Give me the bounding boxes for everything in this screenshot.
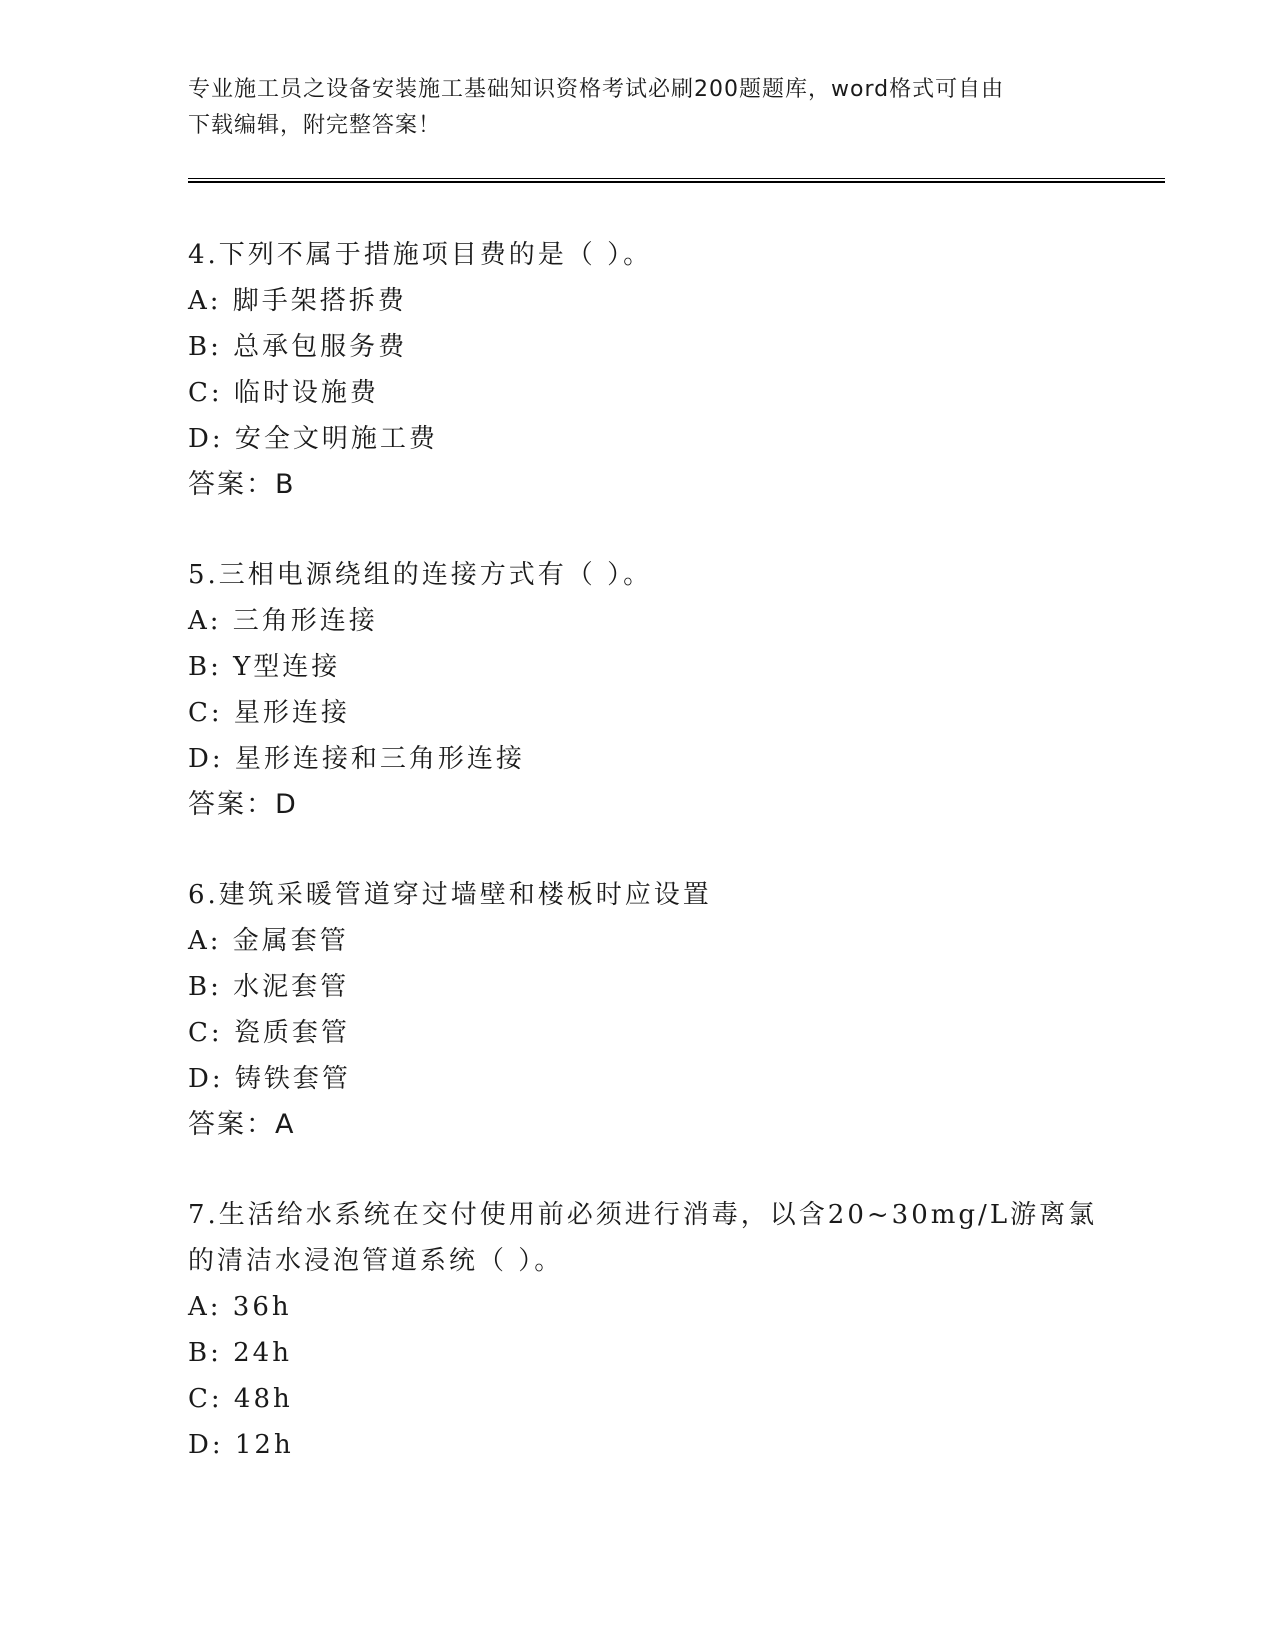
answer: 答案：A [188, 1109, 296, 1140]
option-b: B: 24h [188, 1338, 292, 1368]
question-stem: 4.下列不属于措施项目费的是（ ）。 [188, 240, 653, 270]
option-a: A: 金属套管 [188, 926, 349, 956]
option-d: D: 12h [188, 1430, 294, 1460]
question-stem-line-1: 7.生活给水系统在交付使用前必须进行消毒，以含20~30mg/L游离氯 [188, 1200, 1098, 1230]
question-6 [188, 872, 1088, 1148]
question-7 [188, 1192, 1098, 1468]
header-divider [188, 178, 1165, 183]
option-d: D: 铸铁套管 [188, 1064, 351, 1094]
option-a: A: 脚手架搭拆费 [188, 286, 407, 316]
question-4 [188, 232, 1088, 508]
question-5 [188, 552, 1088, 828]
option-c: C: 星形连接 [188, 698, 350, 728]
header-line-2: 下载编辑，附完整答案！ [188, 113, 442, 138]
question-stem: 6.建筑采暖管道穿过墙壁和楼板时应设置 [188, 880, 712, 910]
header-line-1: 专业施工员之设备安装施工基础知识资格考试必刷200题题库，word格式可自由 [188, 77, 1005, 102]
option-c: C: 瓷质套管 [188, 1018, 350, 1048]
option-c: C: 48h [188, 1384, 293, 1414]
question-stem: 5.三相电源绕组的连接方式有（ ）。 [188, 560, 653, 590]
document-header [188, 72, 1088, 144]
option-d: D: 安全文明施工费 [188, 424, 438, 454]
option-c: C: 临时设施费 [188, 378, 379, 408]
question-stem-line-2: 的清洁水浸泡管道系统（ ）。 [188, 1246, 564, 1276]
option-b: B: 水泥套管 [188, 972, 350, 1002]
answer: 答案：D [188, 789, 298, 820]
option-a: A: 36h [188, 1292, 292, 1322]
option-d: D: 星形连接和三角形连接 [188, 744, 525, 774]
option-b: B: Y型连接 [188, 652, 341, 682]
option-a: A: 三角形连接 [188, 606, 378, 636]
answer: 答案：B [188, 469, 296, 500]
option-b: B: 总承包服务费 [188, 332, 408, 362]
